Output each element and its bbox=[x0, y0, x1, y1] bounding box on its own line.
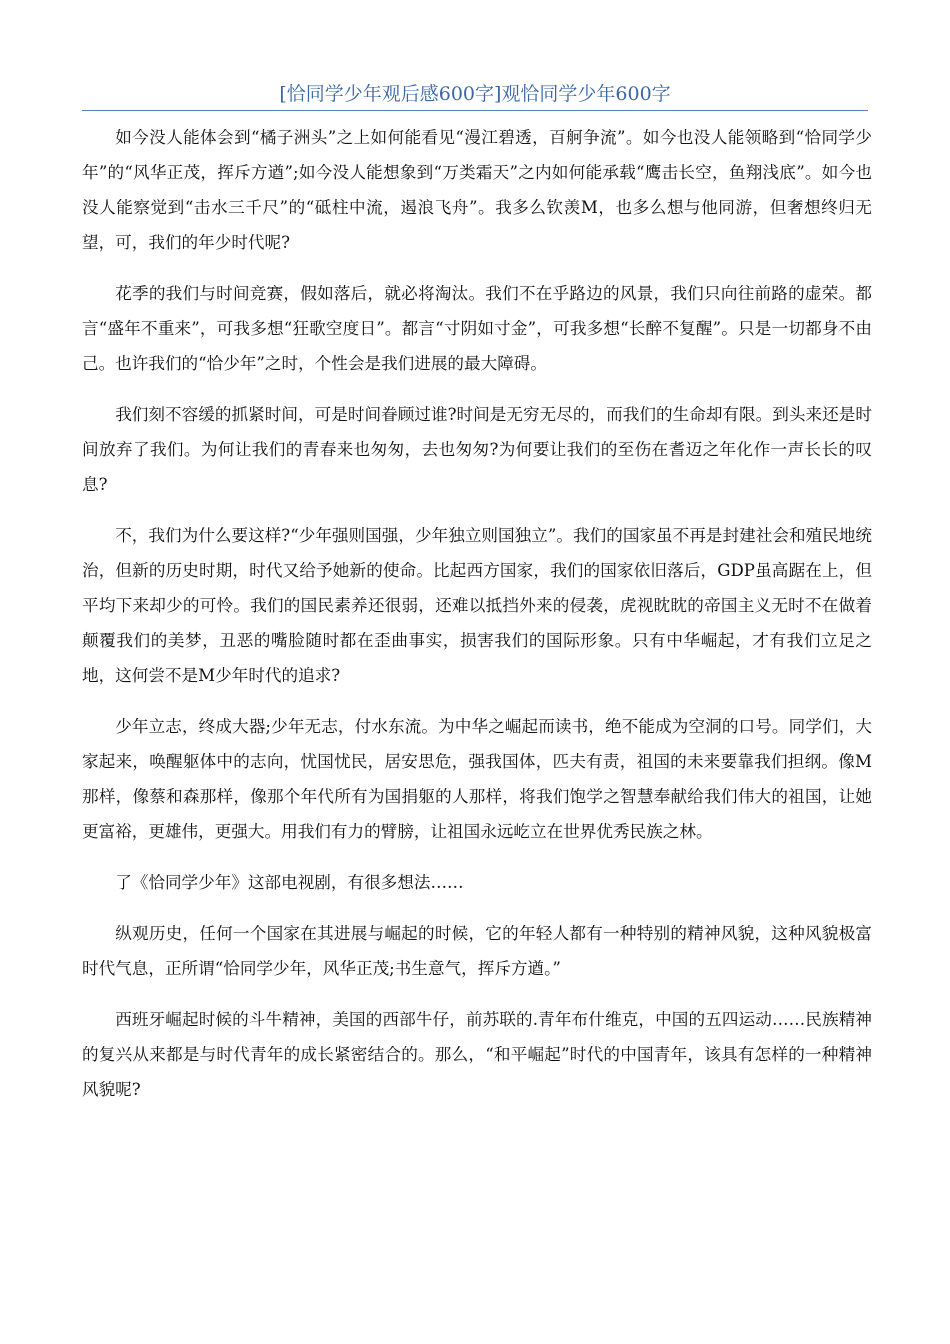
paragraph-8: 西班牙崛起时候的斗牛精神，美国的西部牛仔，前苏联的.青年布什维克，中国的五四运动……民族精神的复兴从来都是与时代青年的成长紧密结合的。那么，“和平崛起”时代的中国青年，该具有怎样的一种精神风貌呢? bbox=[82, 1010, 872, 1099]
paragraph-2: 花季的我们与时间竞赛，假如落后，就必将淘汰。我们不在乎路边的风景，我们只向往前路的虚荣。都言“盛年不重来”，可我多想“狂歌空度日”。都言“寸阴如寸金”，可我多想“长醉不复醒”。只是一切都身不由己。也许我们的“恰少年”之时，个性会是我们进展的最大障碍。 bbox=[82, 284, 872, 373]
paragraph-7: 纵观历史，任何一个国家在其进展与崛起的时候，它的年轻人都有一种特别的精神风貌，这种风貌极富时代气息，正所谓“恰同学少年，风华正茂;书生意气，挥斥方遒。” bbox=[82, 924, 872, 978]
title-divider bbox=[82, 110, 868, 111]
document-body bbox=[82, 120, 872, 1123]
paragraph-5: 少年立志，终成大器;少年无志，付水东流。为中华之崛起而读书，绝不能成为空洞的口号。同学们，大家起来，唤醒躯体中的志向，忧国忧民，居安思危，强我国体，匹夫有责，祖国的未来要靠我们担纲。像M那样，像蔡和森那样，像那个年代所有为国捐躯的人那样，将我们饱学之智慧奉献给我们伟大的祖国，让她更富裕，更雄伟，更强大。用我们有力的臂膀，让祖国永远屹立在世界优秀民族之林。 bbox=[82, 717, 872, 841]
document-title: [恰同学少年观后感600字]观恰同学少年600字 bbox=[279, 83, 671, 105]
paragraph-3: 我们刻不容缓的抓紧时间，可是时间眷顾过谁?时间是无穷无尽的，而我们的生命却有限。到头来还是时间放弃了我们。为何让我们的青春来也匆匆，去也匆匆?为何要让我们的至伤在耆迈之年化作一声长长的叹息? bbox=[82, 405, 872, 494]
paragraph-4: 不，我们为什么要这样?“少年强则国强，少年独立则国独立”。我们的国家虽不再是封建社会和殖民地统治，但新的历史时期，时代又给予她新的使命。比起西方国家，我们的国家依旧落后，GDP虽高踞在上，但平均下来却少的可怜。我们的国民素养还很弱，还难以抵挡外来的侵袭，虎视眈眈的帝国主义无时不在做着颠覆我们的美梦，丑恶的嘴脸随时都在歪曲事实，损害我们的国际形象。只有中华崛起，才有我们立足之地，这何尝不是M少年时代的追求? bbox=[82, 526, 872, 685]
paragraph-6: 了《恰同学少年》这部电视剧，有很多想法…… bbox=[115, 873, 464, 892]
paragraph-1: 如今没人能体会到“橘子洲头”之上如何能看见“漫江碧透，百舸争流”。如今也没人能领略到“恰同学少年”的“风华正茂，挥斥方遒”;如今没人能想象到“万类霜天”之内如何能承载“鹰击长空，鱼翔浅底”。如今也没人能察觉到“击水三千尺”的“砥柱中流，遏浪飞舟”。我多么钦羡M，也多么想与他同游，但奢想终归无望，可，我们的年少时代呢? bbox=[82, 128, 872, 252]
